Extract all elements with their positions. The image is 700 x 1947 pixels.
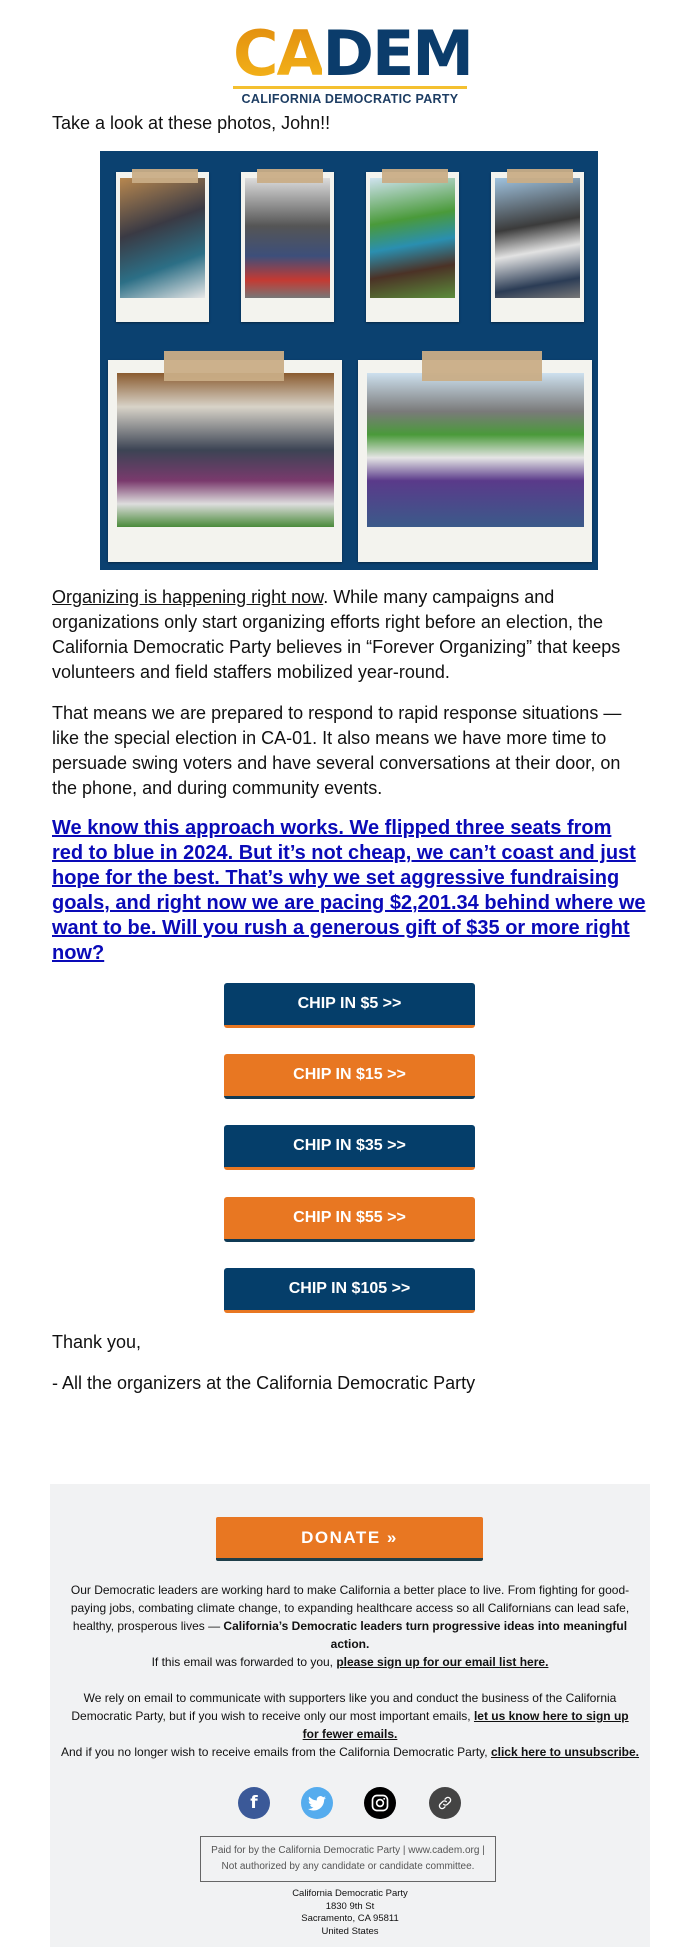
logo-subtitle: CALIFORNIA DEMOCRATIC PARTY — [241, 92, 459, 106]
footer-forward — [50, 1653, 650, 1671]
mailing-address — [50, 1888, 650, 1938]
tape — [164, 351, 284, 381]
signoff: Thank you, — [52, 1332, 142, 1352]
polaroid-photo — [358, 360, 592, 562]
about-bold: California’s Democratic leaders turn progressive ideas into meaningful action. — [223, 1619, 628, 1651]
unsubscribe-link[interactable]: click here to unsubscribe. — [490, 1745, 640, 1759]
address-line: Sacramento, CA 95811 — [301, 1913, 399, 1924]
organizing-text: . While many campaigns and organizations only start organizing efforts right before an election, the California Democratic Party believes in “Forever Organizing” that keeps volunteers and field staffers mobilized year-round. — [52, 587, 621, 682]
unsub-text: And if you no longer wish to receive emails from the California Democratic Party, — [60, 1745, 491, 1759]
address-line: 1830 9th St — [325, 1900, 375, 1912]
footer — [50, 1484, 650, 1947]
footer-unsubscribe — [50, 1743, 650, 1761]
polaroid-photo — [241, 172, 334, 322]
tape — [132, 169, 198, 183]
facebook-icon[interactable]: f — [238, 1787, 270, 1819]
instagram-icon[interactable] — [364, 1787, 396, 1819]
footer-fewer-emails — [50, 1689, 650, 1743]
logo-dem: DEM — [322, 17, 472, 90]
greeting: Take a look at these photos, John!! — [52, 113, 331, 133]
address-line: United States — [321, 1925, 379, 1937]
disclaimer-line: Paid for by the California Democratic Party | www.cadem.org | — [211, 1845, 485, 1856]
photo-collage — [100, 151, 598, 570]
cadem-logo[interactable] — [233, 17, 472, 106]
signature: - All the organizers at the California Democratic Party — [52, 1373, 476, 1393]
chip-in-55-button[interactable]: CHIP IN $55 >> — [224, 1197, 475, 1242]
tape — [257, 169, 323, 183]
about-text: Our Democratic leaders are working hard to make California a better place to live. From fighting for good-paying jobs, combating climate change, to expanding healthcare access so all Californians can lead safe, healthy, prosperous lives — — [70, 1583, 630, 1633]
footer-about — [50, 1581, 650, 1653]
chip-in-5-button[interactable]: CHIP IN $5 >> — [224, 983, 475, 1028]
link-icon[interactable] — [429, 1787, 461, 1819]
fewer-text: We rely on email to communicate with supporters like you and conduct the business of the California Democratic Party, but if you wish to receive only our most important emails, — [71, 1691, 617, 1723]
chip-in-15-button[interactable]: CHIP IN $15 >> — [224, 1054, 475, 1099]
polaroid-photo — [108, 360, 342, 562]
tape — [382, 169, 448, 183]
fewer-emails-link[interactable]: let us know here to sign up for fewer emails. — [302, 1709, 629, 1741]
paragraph-rapid-response: That means we are prepared to respond to rapid response situations — like the special election in CA-01. It also means we have more time to persuade swing voters and have several conversations at their door, on the phone, and during community events. — [52, 703, 622, 798]
organizing-lead: Organizing is happening right now — [52, 587, 324, 607]
disclaimer-line: Not authorized by any candidate or candidate committee. — [221, 1861, 475, 1872]
appeal-donate-link[interactable]: We know this approach works. We flipped three seats from red to blue in 2024. But it’s not cheap, we can’t coast and just hope for the best. That’s why we set aggressive fundraising goals, and right now we are pacing $2,201.34 behind where we want to be. Will you rush a generous gift of $35 or more right now? — [52, 817, 646, 964]
logo-ca: CA — [233, 17, 323, 90]
tape — [507, 169, 573, 183]
paid-for-disclaimer — [200, 1836, 496, 1882]
polaroid-photo — [116, 172, 209, 322]
polaroid-photo — [491, 172, 584, 322]
address-line: California Democratic Party — [292, 1888, 408, 1899]
polaroid-photo — [366, 172, 459, 322]
chip-in-35-button[interactable]: CHIP IN $35 >> — [224, 1125, 475, 1170]
signup-link[interactable]: please sign up for our email list here. — [336, 1655, 549, 1669]
donate-button[interactable]: DONATE » — [216, 1517, 483, 1561]
chip-in-105-button[interactable]: CHIP IN $105 >> — [224, 1268, 475, 1313]
tape — [422, 351, 542, 381]
twitter-icon[interactable] — [301, 1787, 333, 1819]
forward-text: If this email was forwarded to you, — [151, 1655, 337, 1669]
paragraph-organizing — [52, 585, 648, 685]
